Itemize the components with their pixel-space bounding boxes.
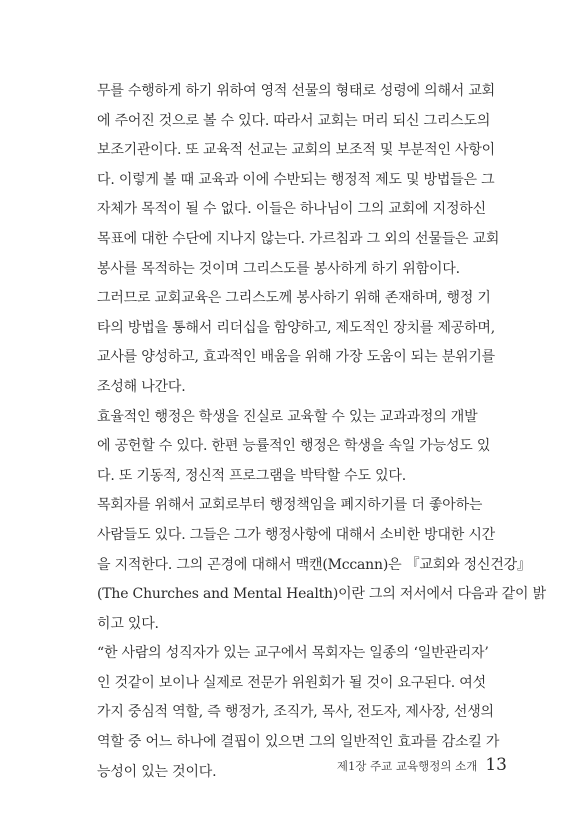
text-line: 타의 방법을 통해서 리더십을 함양하고, 제도적인 장치를 제공하며, xyxy=(97,319,495,336)
text-line: 목표에 대한 수단에 지나지 않는다. 가르침과 그 외의 선물들은 교회 xyxy=(97,230,500,247)
text-line: 역할 중 어느 하나에 결핍이 있으면 그의 일반적인 효과를 감소킬 가 xyxy=(97,734,500,751)
text-line: 히고 있다. xyxy=(97,615,159,632)
text-line: (The Churches and Mental Health)이란 그의 저서에서 다음과 같이 밝 xyxy=(97,586,546,603)
text-line: 보조기관이다. 또 교육적 선교는 교회의 보조적 및 부분적인 사항이 xyxy=(97,142,495,159)
text-line: 능성이 있는 것이다. xyxy=(97,763,217,780)
text-line: 가지 중심적 역할, 즉 행정가, 조직가, 목사, 전도자, 제사장, 선생의 xyxy=(97,704,494,721)
text-line: 교사를 양성하고, 효과적인 배움을 위해 가장 도움이 되는 분위기를 xyxy=(97,349,495,366)
text-line: 무를 수행하게 하기 위하여 영적 선물의 형태로 성령에 의해서 교회 xyxy=(97,83,495,99)
text-line: 봉사를 목적하는 것이며 그리스도를 봉사하게 하기 위함이다. xyxy=(97,260,460,277)
text-line: 그러므로 교회교육은 그리스도께 봉사하기 위해 존재하며, 행정 기 xyxy=(97,290,491,307)
running-footer-chapter: 제1장 주교 교육행정의 소개 xyxy=(336,759,478,773)
text-line: 자체가 목적이 될 수 없다. 이들은 하나님이 그의 교회에 지정하신 xyxy=(97,201,486,218)
text-line: 을 지적한다. 그의 곤경에 대해서 맥캔(Mccann)은 『교회와 정신건강』 xyxy=(97,556,531,573)
page-number: 13 xyxy=(485,755,507,775)
text-line: 조성해 나간다. xyxy=(97,378,186,395)
body-text xyxy=(97,77,546,787)
text-line: 목회자를 위해서 교회로부터 행정책임을 폐지하기를 더 좋아하는 xyxy=(97,497,483,514)
text-line: 효율적인 행정은 학생을 진실로 교육할 수 있는 교과과정의 개발 xyxy=(97,408,478,425)
text-line: 에 주어진 것으로 볼 수 있다. 따라서 교회는 머리 되신 그리스도의 xyxy=(97,112,491,129)
text-line: “한 사람의 성직자가 있는 교구에서 목회자는 일종의 ‘일반관리자’ xyxy=(97,645,489,662)
text-line: 사람들도 있다. 그들은 그가 행정사항에 대해서 소비한 방대한 시간 xyxy=(97,526,495,543)
text-line: 에 공헌할 수 있다. 한편 능률적인 행정은 학생을 속일 가능성도 있 xyxy=(97,438,491,455)
text-line: 다. 또 기동적, 정신적 프로그램을 박탁할 수도 있다. xyxy=(97,467,406,484)
page-footer xyxy=(337,755,507,779)
text-line: 인 것같이 보이나 실제로 전문가 위원회가 될 것이 요구된다. 여섯 xyxy=(97,674,486,691)
text-line: 다. 이렇게 볼 때 교육과 이에 수반되는 행정적 제도 및 방법들은 그 xyxy=(97,171,495,188)
